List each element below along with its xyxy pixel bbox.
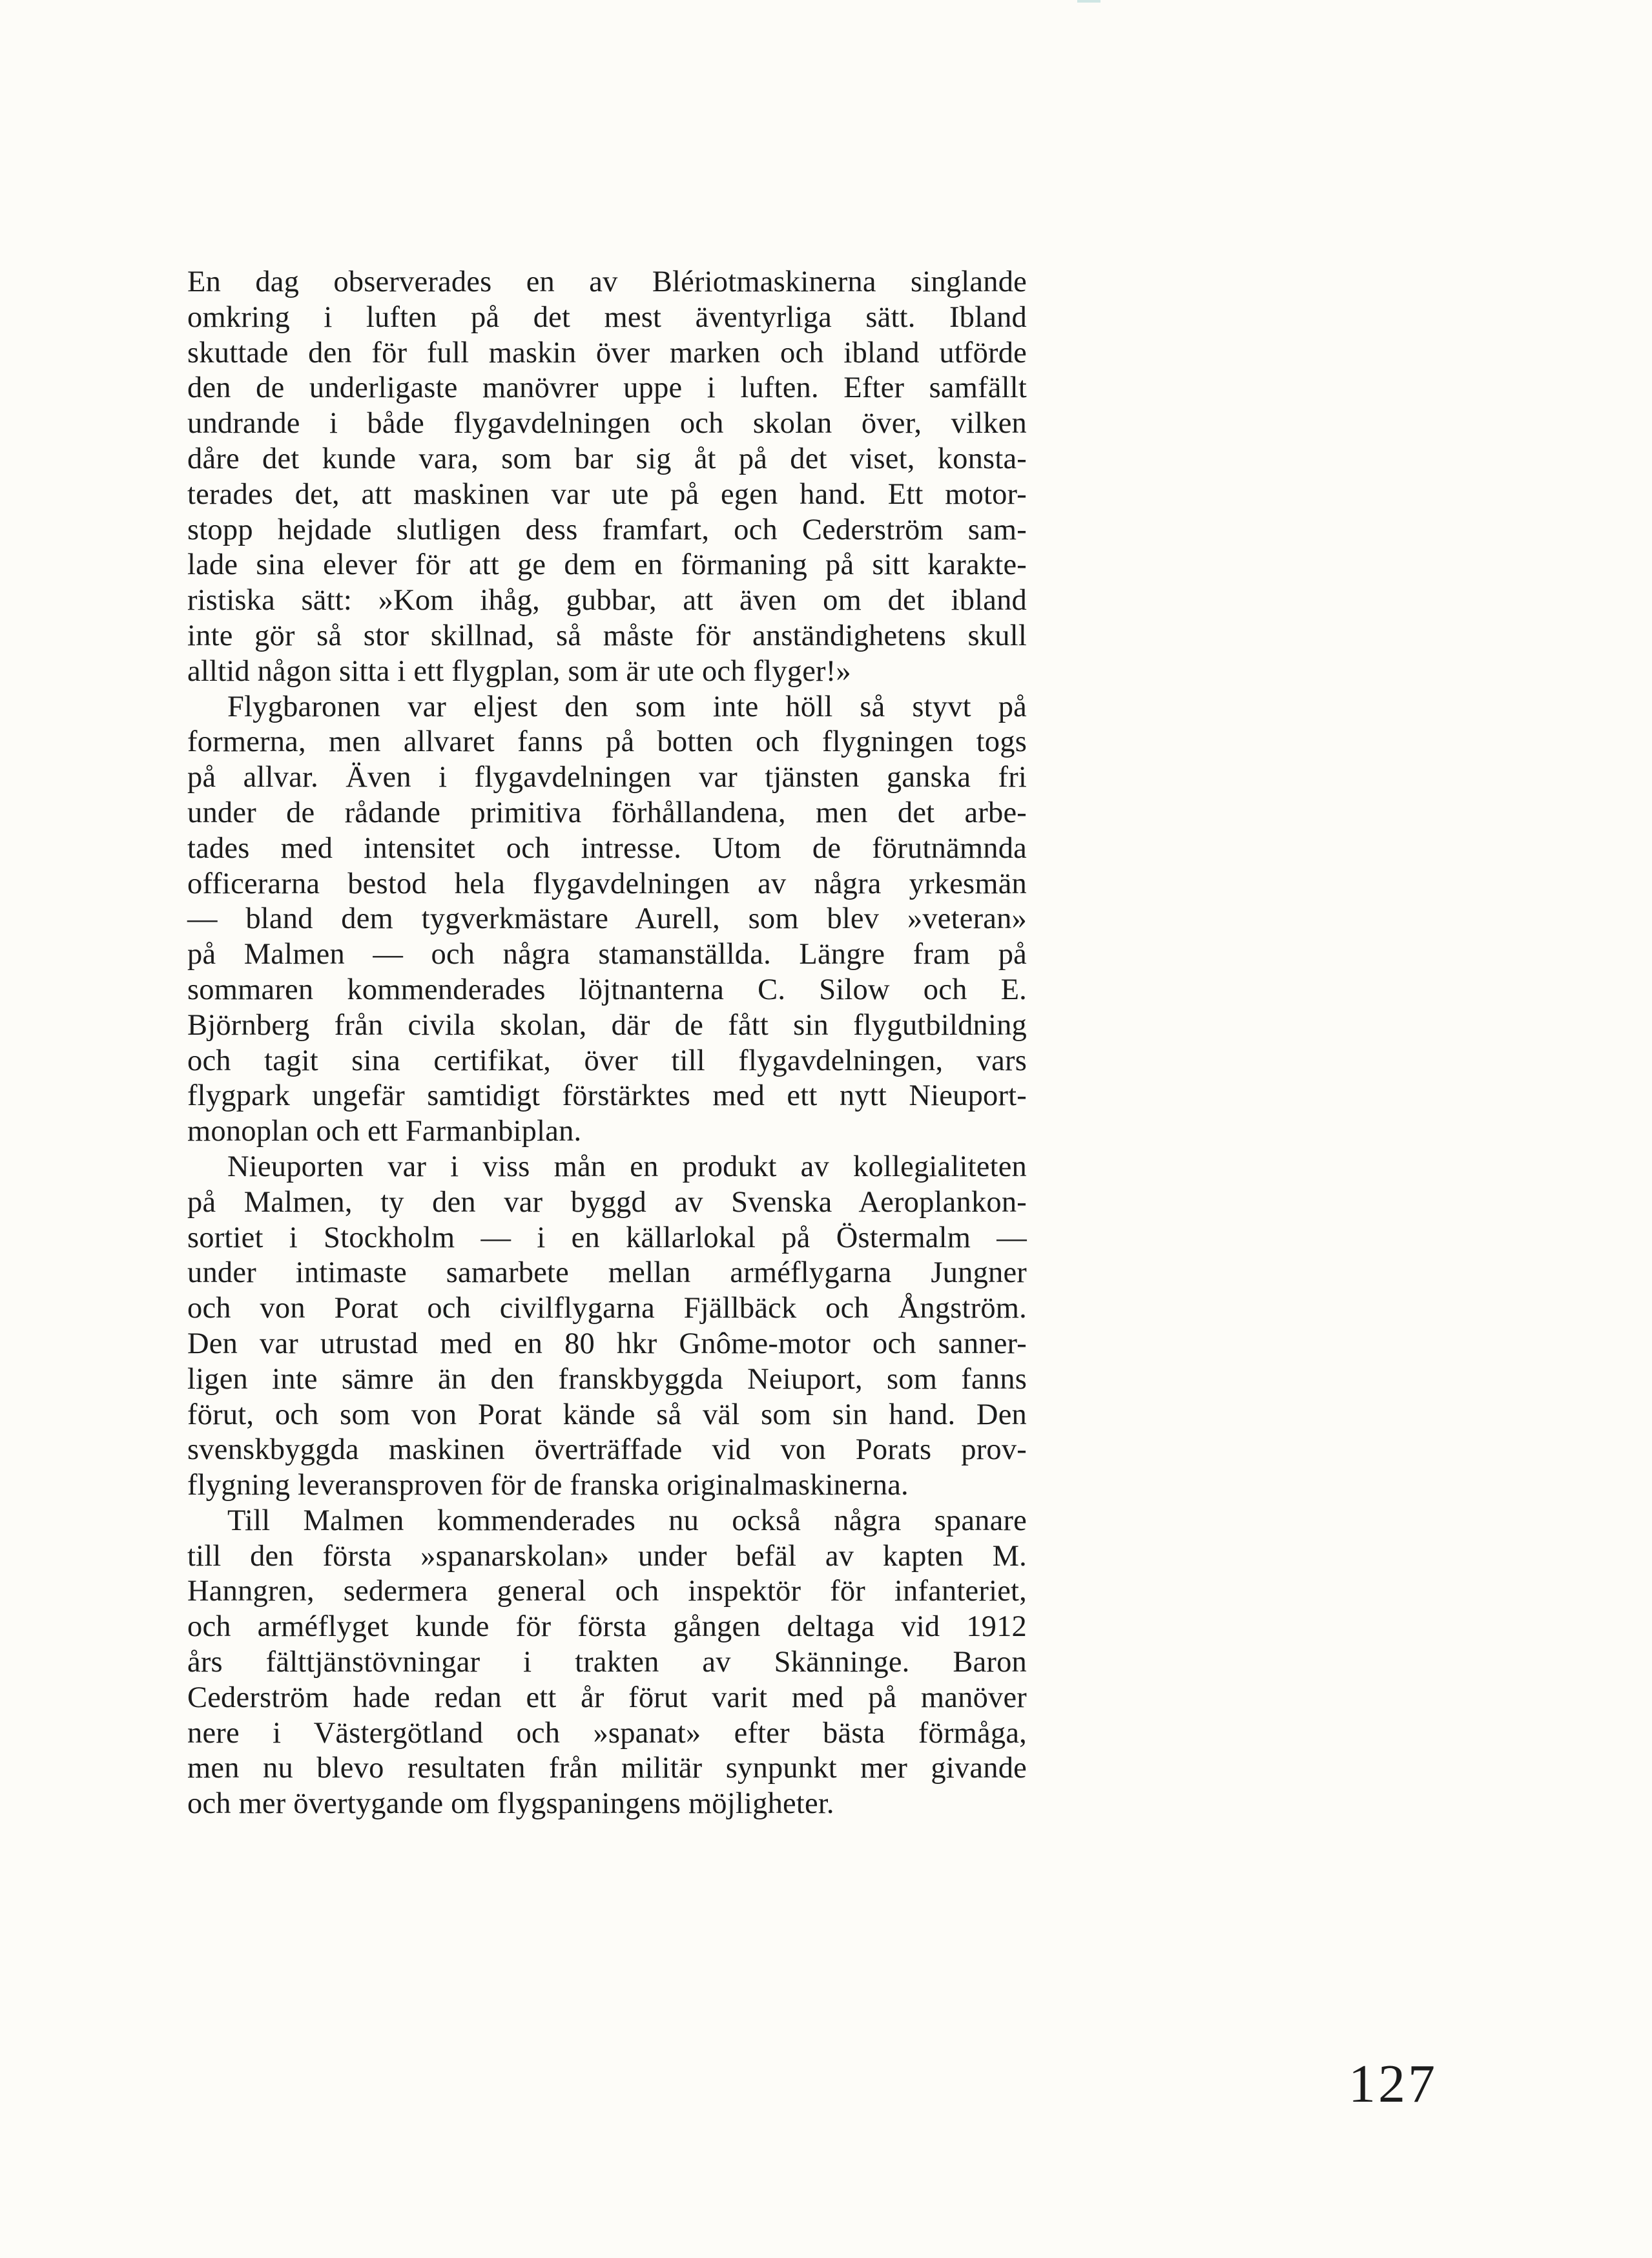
text-line: men nu blevo resultaten från militär synpunkt mer givande [187, 1752, 1027, 1785]
text-line: och arméflyget kunde för första gången deltaga vid 1912 [187, 1610, 1027, 1644]
text-line: på Malmen, ty den var byggd av Svenska Aeroplankon- [187, 1185, 1027, 1219]
text-line: och von Porat och civilflygarna Fjällbäck och Ångström. [187, 1292, 1027, 1325]
text-line: ristiska sätt: »Kom ihåg, gubbar, att även om det ibland [187, 584, 1027, 617]
text-line: flygpark ungefär samtidigt förstärktes med ett nytt Nieuport- [187, 1079, 1027, 1113]
text-line: — bland dem tygverkmästare Aurell, som blev »veteran» [187, 902, 1027, 936]
scan-edge-mark [1077, 0, 1100, 3]
text-line: formerna, men allvaret fanns på botten och flygningen togs [187, 725, 1027, 759]
text-line: på allvar. Även i flygavdelningen var tjänsten ganska fri [187, 761, 1027, 794]
text-line: lade sina elever för att ge dem en förmaning på sitt karakte- [187, 548, 1027, 582]
text-line: och mer övertygande om flygspaningens möjligheter. [187, 1787, 834, 1821]
text-line: under de rådande primitiva förhållandena, men det arbe- [187, 796, 1027, 829]
paragraph-1 [187, 265, 1027, 690]
text-line: dåre det kunde vara, som bar sig åt på det viset, konsta- [187, 442, 1027, 475]
text-line: Björnberg från civila skolan, där de fått sin flygutbildning [187, 1008, 1027, 1042]
paragraph-3 [187, 1150, 1027, 1504]
text-line: och tagit sina certifikat, över till flygavdelningen, vars [187, 1044, 1027, 1077]
text-line: monoplan och ett Farmanbiplan. [187, 1115, 582, 1148]
text-line: undrande i både flygavdelningen och skolan över, vilken [187, 407, 1027, 440]
text-line: Flygbaronen var eljest den som inte höll så styvt på [227, 690, 1027, 723]
text-line: terades det, att maskinen var ute på egen hand. Ett motor- [187, 477, 1027, 511]
text-line: Nieuporten var i viss mån en produkt av kollegialiteten [227, 1150, 1027, 1183]
page-number: 127 [1348, 2054, 1438, 2114]
text-line: sommaren kommenderades löjtnanterna C. Silow och E. [187, 973, 1027, 1006]
text-line: ligen inte sämre än den franskbyggda Neiuport, som fanns [187, 1362, 1027, 1396]
text-line: skuttade den för full maskin över marken och ibland utförde [187, 336, 1027, 369]
text-line: omkring i luften på det mest äventyrliga sätt. Ibland [187, 300, 1027, 334]
paragraph-4 [187, 1504, 1027, 1822]
text-line: Hanngren, sedermera general och inspektör för infanteriet, [187, 1575, 1027, 1608]
text-line: inte gör så stor skillnad, så måste för anständighetens skull [187, 619, 1027, 652]
text-line: på Malmen — och några stamanställda. Längre fram på [187, 938, 1027, 971]
text-line: års fälttjänstövningar i trakten av Skänninge. Baron [187, 1646, 1027, 1679]
text-line: flygning leveransproven för de franska originalmaskinerna. [187, 1469, 909, 1502]
text-line: tades med intensitet och intresse. Utom de förutnämnda [187, 831, 1027, 865]
text-line: officerarna bestod hela flygavdelningen av några yrkesmän [187, 867, 1027, 900]
text-line: stopp hejdade slutligen dess framfart, och Cederström sam- [187, 513, 1027, 546]
text-line: under intimaste samarbete mellan arméflygarna Jungner [187, 1256, 1027, 1290]
text-line: Den var utrustad med en 80 hkr Gnôme-motor och sanner- [187, 1327, 1027, 1360]
text-line: den de underligaste manövrer uppe i luften. Efter samfällt [187, 371, 1027, 405]
text-line: alltid någon sitta i ett flygplan, som är ute och flyger!» [187, 654, 851, 688]
body-text [187, 265, 1027, 1822]
text-line: sortiet i Stockholm — i en källarlokal på Östermalm — [187, 1221, 1027, 1254]
text-line: nere i Västergötland och »spanat» efter bästa förmåga, [187, 1716, 1027, 1750]
text-line: förut, och som von Porat kände så väl som sin hand. Den [187, 1398, 1027, 1431]
paragraph-2 [187, 690, 1027, 1150]
text-line: svenskbyggda maskinen överträffade vid von Porats prov- [187, 1433, 1027, 1467]
text-line: till den första »spanarskolan» under befäl av kapten M. [187, 1539, 1027, 1573]
text-line: Cederström hade redan ett år förut varit med på manöver [187, 1681, 1027, 1714]
text-line: Till Malmen kommenderades nu också några spanare [227, 1504, 1027, 1537]
text-line: En dag observerades en av Blériotmaskinerna singlande [187, 265, 1027, 298]
